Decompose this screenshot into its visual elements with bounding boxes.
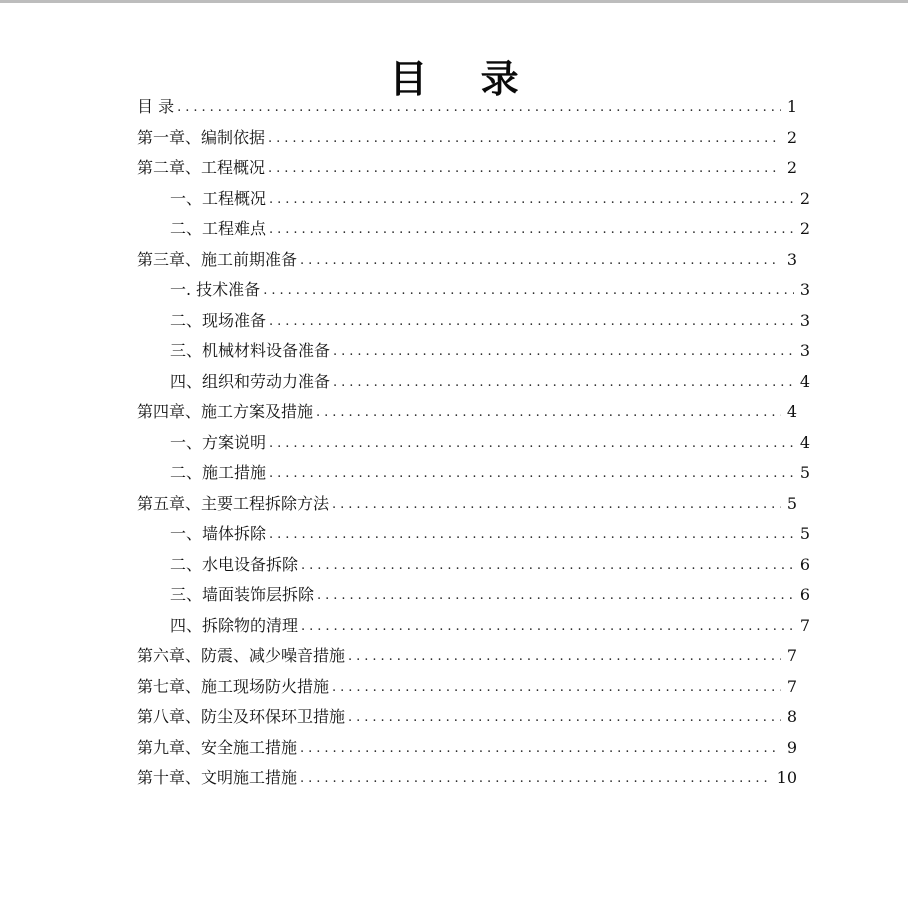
toc-entry-page: 3 [786, 249, 797, 269]
toc-entry-page: 5 [786, 493, 797, 513]
toc-entry[interactable] [170, 214, 810, 245]
toc-leader-dots [333, 342, 794, 362]
toc-entry-page: 7 [786, 646, 797, 666]
toc-leader-dots [269, 434, 794, 454]
toc-entry[interactable] [170, 580, 810, 611]
toc-leader-dots [269, 312, 794, 332]
toc-leader-dots [316, 403, 781, 423]
toc-leader-dots [177, 98, 781, 118]
toc-leader-dots [348, 708, 781, 728]
toc-entry-page: 4 [799, 371, 810, 391]
toc-leader-dots [269, 220, 794, 240]
toc-entry-label: 第一章、编制依据 [137, 127, 266, 147]
toc-entry-page: 10 [776, 768, 797, 788]
toc-leader-dots [300, 769, 771, 789]
toc-entry-label: 二、水电设备拆除 [170, 554, 299, 574]
toc-entry[interactable] [170, 611, 810, 642]
toc-entry-page: 5 [799, 524, 810, 544]
toc-entry-page: 9 [786, 737, 797, 757]
table-of-contents [0, 92, 908, 794]
toc-entry-label: 第六章、防震、减少噪音措施 [137, 646, 346, 666]
toc-entry[interactable] [137, 489, 797, 520]
toc-leader-dots [300, 739, 781, 759]
toc-entry-label: 二、工程难点 [170, 219, 267, 239]
toc-entry-label: 一. 技术准备 [170, 280, 261, 300]
toc-entry-label: 一、墙体拆除 [170, 524, 267, 544]
toc-leader-dots [333, 373, 794, 393]
toc-entry-label: 第八章、防尘及环保环卫措施 [137, 707, 346, 727]
toc-entry[interactable] [170, 519, 810, 550]
toc-entry-page: 5 [799, 463, 810, 483]
toc-leader-dots [300, 251, 781, 271]
toc-entry-page: 6 [799, 554, 810, 574]
page-title: 目 录 [389, 56, 539, 102]
page-top-border [0, 0, 908, 3]
toc-entry-label: 第五章、主要工程拆除方法 [137, 493, 330, 513]
toc-entry-label: 第二章、工程概况 [137, 158, 266, 178]
toc-entry-page: 3 [799, 310, 810, 330]
toc-entry[interactable] [170, 458, 810, 489]
toc-leader-dots [332, 495, 781, 515]
toc-entry-page: 7 [799, 615, 810, 635]
toc-leader-dots [348, 647, 781, 667]
toc-leader-dots [301, 556, 794, 576]
toc-entry-page: 3 [799, 280, 810, 300]
toc-leader-dots [269, 525, 794, 545]
toc-entry-page: 2 [786, 127, 797, 147]
toc-leader-dots [269, 464, 794, 484]
toc-entry[interactable] [137, 702, 797, 733]
toc-leader-dots [268, 129, 781, 149]
toc-entry-label: 四、组织和劳动力准备 [170, 371, 331, 391]
toc-entry-label: 第四章、施工方案及措施 [137, 402, 314, 422]
toc-entry[interactable] [137, 153, 797, 184]
toc-leader-dots [332, 678, 781, 698]
toc-entry-label: 第三章、施工前期准备 [137, 249, 298, 269]
toc-leader-dots [269, 190, 794, 210]
toc-entry[interactable] [137, 733, 797, 764]
toc-entry[interactable] [170, 306, 810, 337]
toc-entry-label: 二、施工措施 [170, 463, 267, 483]
toc-entry[interactable] [137, 672, 797, 703]
toc-entry[interactable] [137, 397, 797, 428]
toc-entry-label: 目 录 [137, 97, 175, 117]
toc-entry-page: 7 [786, 676, 797, 696]
toc-entry-label: 三、机械材料设备准备 [170, 341, 331, 361]
toc-entry-page: 4 [799, 432, 810, 452]
toc-entry[interactable] [137, 92, 797, 123]
toc-entry-page: 2 [786, 158, 797, 178]
toc-entry[interactable] [170, 184, 810, 215]
toc-entry[interactable] [137, 123, 797, 154]
toc-entry[interactable] [170, 275, 810, 306]
toc-entry-label: 第九章、安全施工措施 [137, 737, 298, 757]
toc-entry-label: 第七章、施工现场防火措施 [137, 676, 330, 696]
toc-entry-page: 8 [786, 707, 797, 727]
toc-entry-page: 2 [799, 188, 810, 208]
toc-leader-dots [301, 617, 794, 637]
toc-entry[interactable] [137, 641, 797, 672]
toc-entry-page: 1 [786, 97, 797, 117]
toc-leader-dots [268, 159, 781, 179]
toc-entry-label: 四、拆除物的清理 [170, 615, 299, 635]
toc-entry-label: 一、工程概况 [170, 188, 267, 208]
toc-entry-page: 3 [799, 341, 810, 361]
toc-entry-label: 三、墙面装饰层拆除 [170, 585, 315, 605]
toc-entry[interactable] [170, 428, 810, 459]
toc-entry[interactable] [170, 367, 810, 398]
toc-entry[interactable] [170, 550, 810, 581]
toc-entry-page: 2 [799, 219, 810, 239]
toc-entry-page: 4 [786, 402, 797, 422]
toc-leader-dots [317, 586, 794, 606]
toc-entry[interactable] [137, 763, 797, 794]
toc-entry-label: 二、现场准备 [170, 310, 267, 330]
toc-leader-dots [263, 281, 794, 301]
toc-entry[interactable] [137, 245, 797, 276]
toc-entry[interactable] [170, 336, 810, 367]
toc-entry-page: 6 [799, 585, 810, 605]
toc-entry-label: 一、方案说明 [170, 432, 267, 452]
toc-entry-label: 第十章、文明施工措施 [137, 768, 298, 788]
